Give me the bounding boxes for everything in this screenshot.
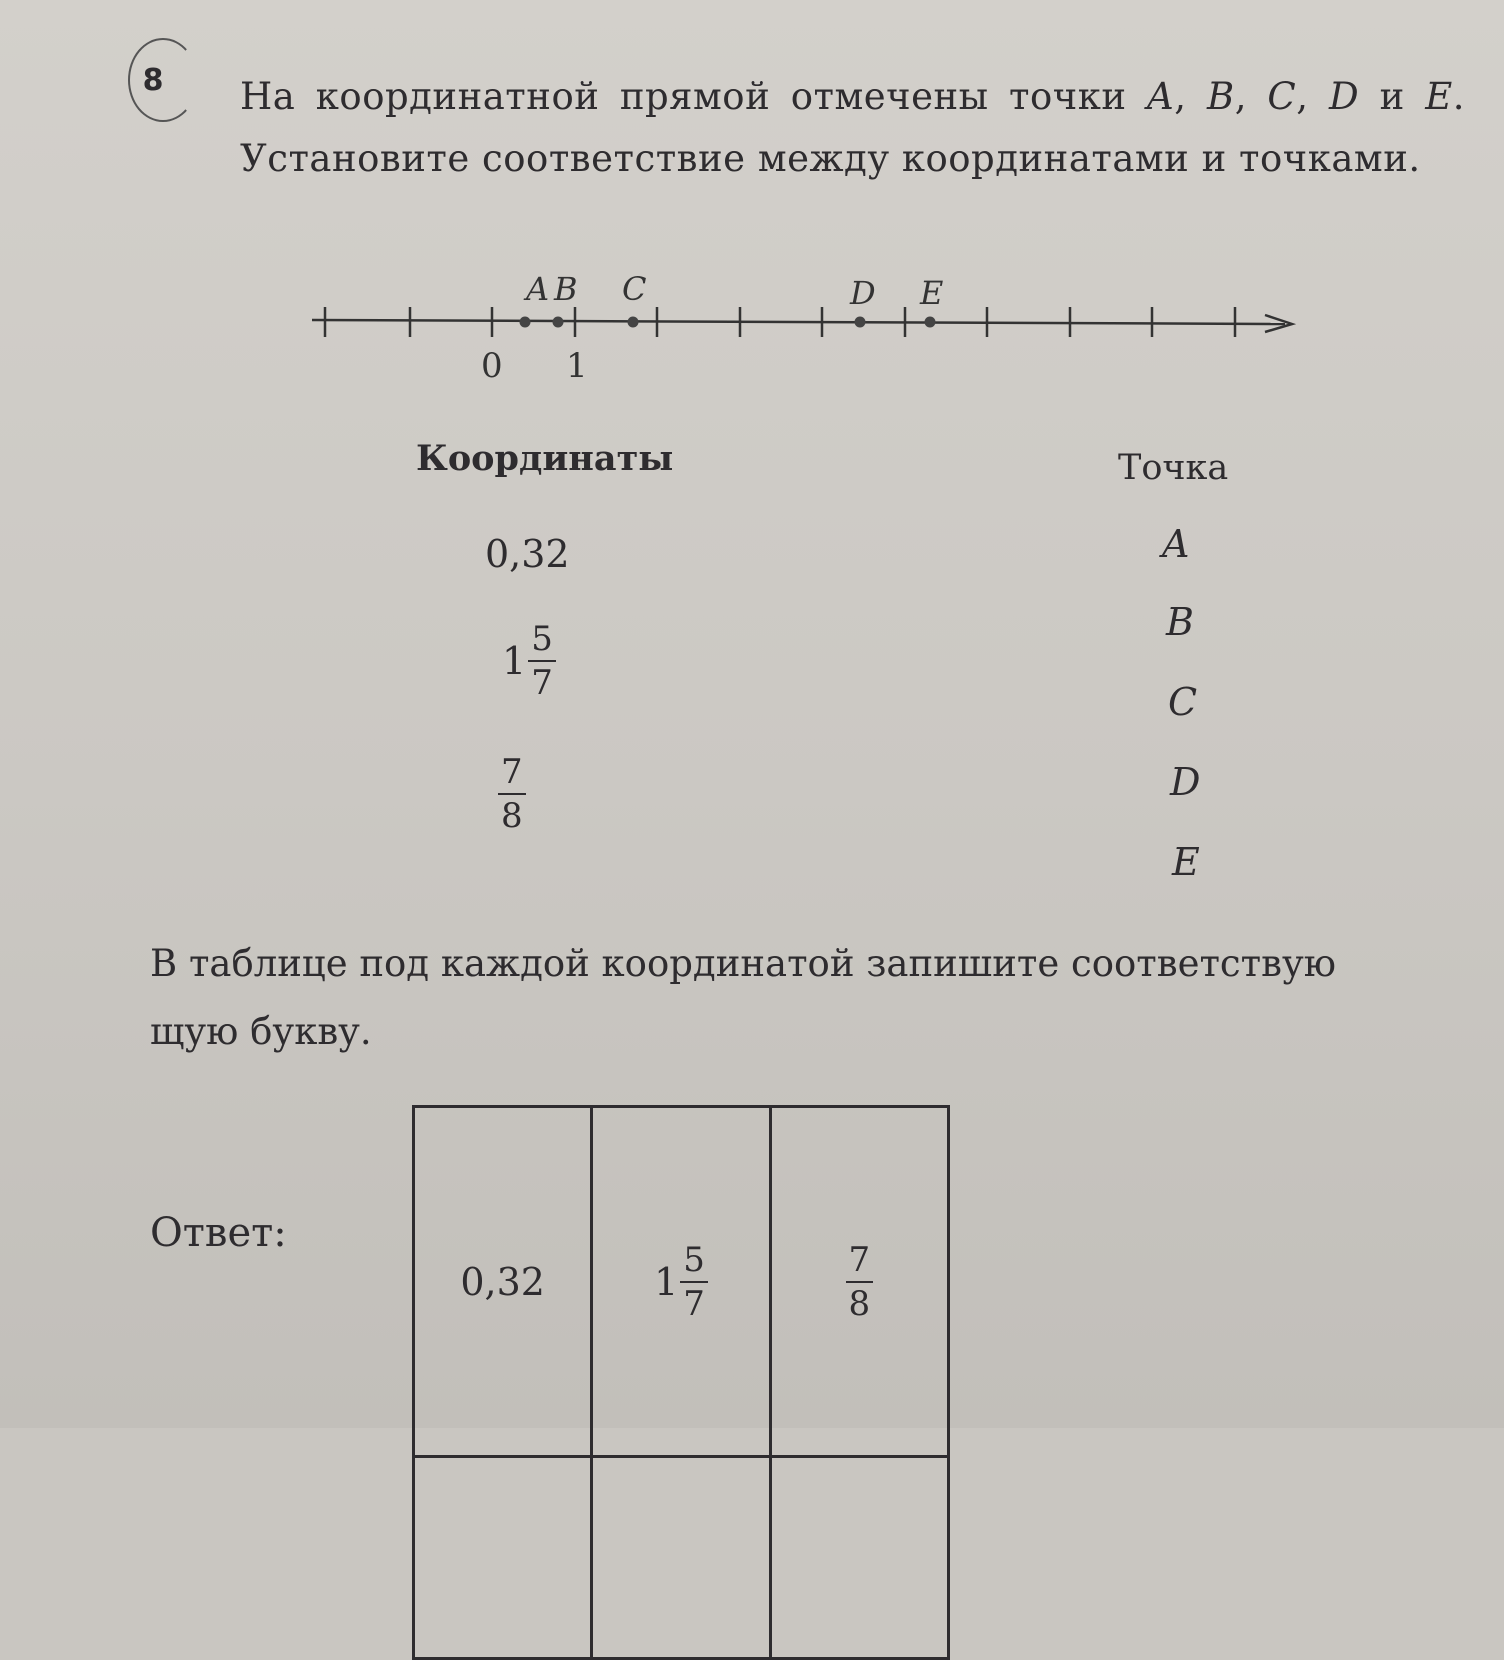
point-C: C (1168, 680, 1198, 724)
point-dot (925, 317, 936, 328)
answer-cell-3[interactable] (770, 1457, 948, 1659)
label-B: B (554, 270, 578, 308)
answer-header-row (414, 1107, 949, 1457)
answer-header-decimal: 0,32 (414, 1107, 592, 1457)
task-statement: На координатной прямой отмечены точки A, B, C, D и E. Установите соответствие между координатами и точками. (240, 75, 1466, 180)
label-D: D (850, 274, 876, 312)
coordinates-header: Координаты (416, 438, 674, 479)
point-dot (520, 317, 531, 328)
label-C: C (622, 270, 647, 308)
label-A: A (526, 270, 550, 308)
points-header: Точка (1118, 448, 1229, 488)
axis-line (312, 320, 1285, 324)
tick-label-0: 0 (481, 346, 503, 386)
coordinate-decimal: 0,32 (485, 532, 570, 576)
label-E: E (920, 274, 944, 312)
answer-input-row (414, 1457, 949, 1659)
answer-cell-1[interactable] (414, 1457, 592, 1659)
point-D: D (1170, 760, 1201, 804)
answer-header-mixed: 1 $\frac{5}{7}$ (592, 1107, 770, 1457)
point-dot (553, 317, 564, 328)
point-dot (628, 317, 639, 328)
coordinate-fraction: $\frac{7}{8}$ (498, 755, 526, 833)
point-E: E (1172, 840, 1200, 884)
answer-header-fraction: $\frac{7}{8}$ (770, 1107, 948, 1457)
answer-label: Ответ: (150, 1210, 287, 1256)
instruction: В таблице под каждой координатой запишите соответствую щую букву. (150, 942, 1336, 1053)
point-B: B (1166, 600, 1194, 644)
coordinate-mixed: 1 $\frac{5}{7}$ (502, 622, 556, 700)
tick-label-1: 1 (566, 346, 588, 386)
number-line (300, 262, 1310, 392)
point-A: A (1162, 522, 1190, 566)
point-dot (855, 317, 866, 328)
answer-table (412, 1105, 950, 1660)
answer-cell-2[interactable] (592, 1457, 770, 1659)
task-number: 8 (128, 38, 198, 122)
